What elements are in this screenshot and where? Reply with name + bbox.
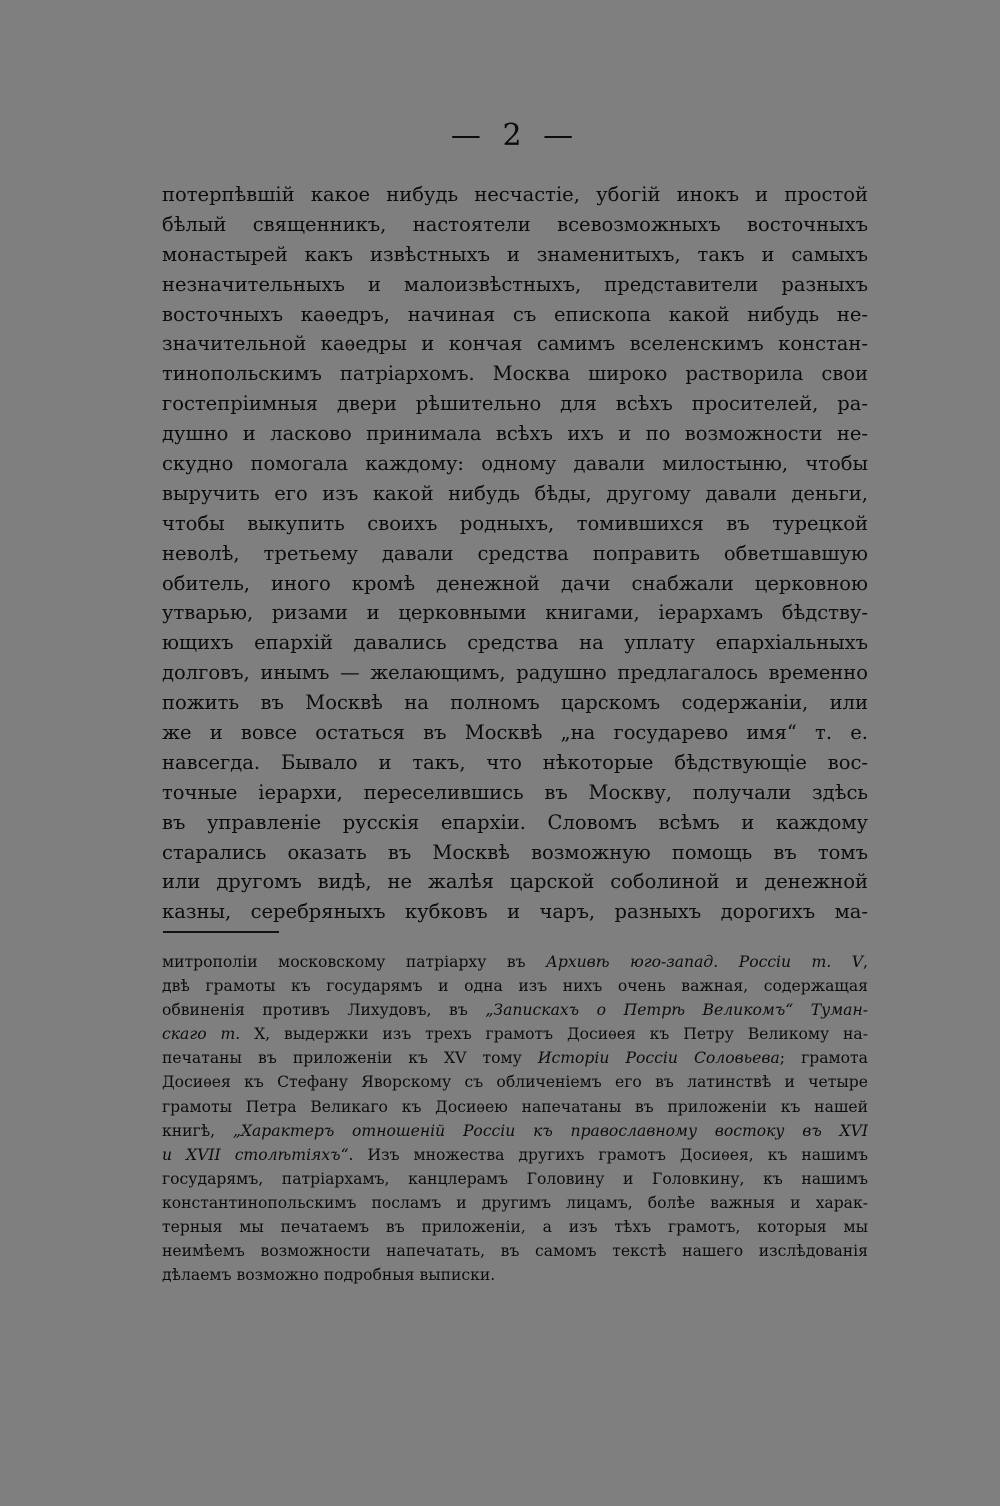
footnote-segment: , [863,953,868,971]
footnote-segment: неимѣемъ возможности напечатать, въ самомъ текстѣ нашего изслѣдованія [162,1242,868,1261]
footnote-line [162,1119,868,1143]
body-line: выручить его изъ какой нибудь бѣды, другому давали деньги, [162,481,868,505]
footnote-segment: терныя мы печатаемъ въ приложеніи, а изъ тѣхъ грамотъ, которыя мы [162,1218,868,1237]
footnote-segment: дѣлаемъ возможно подробныя выписки. [162,1266,496,1285]
body-line: гостепріимныя двери рѣшительно для всѣхъ просителей, ра- [162,392,868,416]
footnote-line [162,1095,868,1119]
footnote-divider [163,931,279,933]
body-line: бѣлый священникъ, настоятели всевозможныхъ восточныхъ [162,212,868,236]
body-line: казны, серебряныхъ кубковъ и чаръ, разныхъ дорогихъ ма- [162,900,868,924]
footnote-italic-segment: Архивѣ юго-запад. Россіи т. V [546,953,864,971]
footnote-segment: печатаны въ приложеніи къ XV тому [162,1049,538,1068]
footnote-line [162,1239,868,1263]
body-line: неволѣ, третьему давали средства поправить обветшавшую [162,541,868,565]
body-line: монастырей какъ извѣстныхъ и знаменитыхъ, такъ и самыхъ [162,242,868,266]
footnote-segment: константинопольскимъ посламъ и другимъ лицамъ, болѣе важныя и харак- [162,1193,868,1212]
footnote-italic-segment: и XVII столѣтіяхъ“ [162,1145,349,1164]
footnote-segment: обвиненія противъ Лихудовъ, въ [162,1001,486,1020]
body-line: чтобы выкупить своихъ родныхъ, томившихся въ турецкой [162,511,868,535]
footnote-line [162,1263,868,1287]
footnote-segment: ; грамота [779,1049,868,1068]
footnote-line [162,1046,868,1070]
footnote-segment: X, выдержки изъ трехъ грамотъ Досиѳея къ Петру Великому на- [240,1025,868,1044]
footnote-segment: Досиѳея къ Стефану Яворскому съ обличеніемъ его въ латинствѣ и четыре [162,1073,868,1092]
footnote-italic-segment: Исторіи Россіи Соловьева [537,1049,780,1068]
footnote-italic-segment: скаго т. [162,1025,241,1044]
body-line: обитель, иного кромѣ денежной дачи снабжали церковною [162,571,868,595]
body-text [162,180,868,927]
body-line: пожить въ Москвѣ на полномъ царскомъ содержаніи, или [162,691,868,715]
body-line: или другомъ видѣ, не жалѣя царской соболиной и денежной [162,870,868,894]
footnote-line [162,950,868,974]
footnote-line [162,998,868,1022]
body-line: восточныхъ каѳедръ, начиная съ епископа какой нибудь не- [162,302,868,326]
footnote-line [162,974,868,998]
body-line: навсегда. Бывало и такъ, что нѣкоторые бѣдствующіе вос- [162,750,868,774]
body-line: незначительныхъ и малоизвѣстныхъ, представители разныхъ [162,272,868,296]
body-line: утварью, ризами и церковными книгами, іерархамъ бѣдству- [162,601,868,625]
body-line: старались оказать въ Москвѣ возможную помощь въ томъ [162,840,868,864]
footnote-segment: митрополіи московскому патріарху въ [162,953,547,971]
footnote [162,950,868,1287]
footnote-line [162,1143,868,1167]
footnote-segment: государямъ, патріархамъ, канцлерамъ Головину и Головкину, къ нашимъ [162,1169,868,1188]
footnote-italic-segment: „Запискахъ о Петрѣ Великомъ“ Туман- [485,1001,868,1020]
footnote-segment: грамоты Петра Великаго къ Досиѳею напечатаны въ приложеніи къ нашей [162,1097,868,1116]
footnote-italic-segment: „Характеръ отношеній Россіи къ православному востоку въ XVI [232,1121,868,1140]
body-line: душно и ласково принимала всѣхъ ихъ и по возможности не- [162,422,868,446]
body-line: скудно помогала каждому: одному давали милостыню, чтобы [162,452,868,476]
footnote-segment: . Изъ множества другихъ грамотъ Досиѳея, къ нашимъ [348,1145,868,1164]
footnote-line [162,1167,868,1191]
body-line: точные іерархи, переселившись въ Москву, получали здѣсь [162,780,868,804]
footnote-line [162,1191,868,1215]
footnote-line [162,1070,868,1094]
body-line: въ управленіе русскія епархіи. Словомъ всѣмъ и каждому [162,810,868,834]
body-line: ющихъ епархій давались средства на уплату епархіальныхъ [162,631,868,655]
body-line: значительной каѳедры и кончая самимъ вселенскимъ констан- [162,332,868,356]
body-line: долговъ, инымъ — желающимъ, радушно предлагалось временно [162,661,868,685]
footnote-line [162,1022,868,1046]
body-line: тинопольскимъ патріархомъ. Москва широко растворила свои [162,362,868,386]
body-line: потерпѣвшій какое нибудь несчастіе, убогій инокъ и простой [162,183,868,206]
footnote-segment: книгѣ, [162,1121,233,1140]
footnote-segment: двѣ грамоты къ государямъ и одна изъ нихъ очень важная, содержащая [162,977,868,996]
body-line: же и вовсе остаться въ Москвѣ „на государево имя“ т. е. [162,721,868,745]
footnote-line [162,1215,868,1239]
page-number: — 2 — [450,118,580,153]
